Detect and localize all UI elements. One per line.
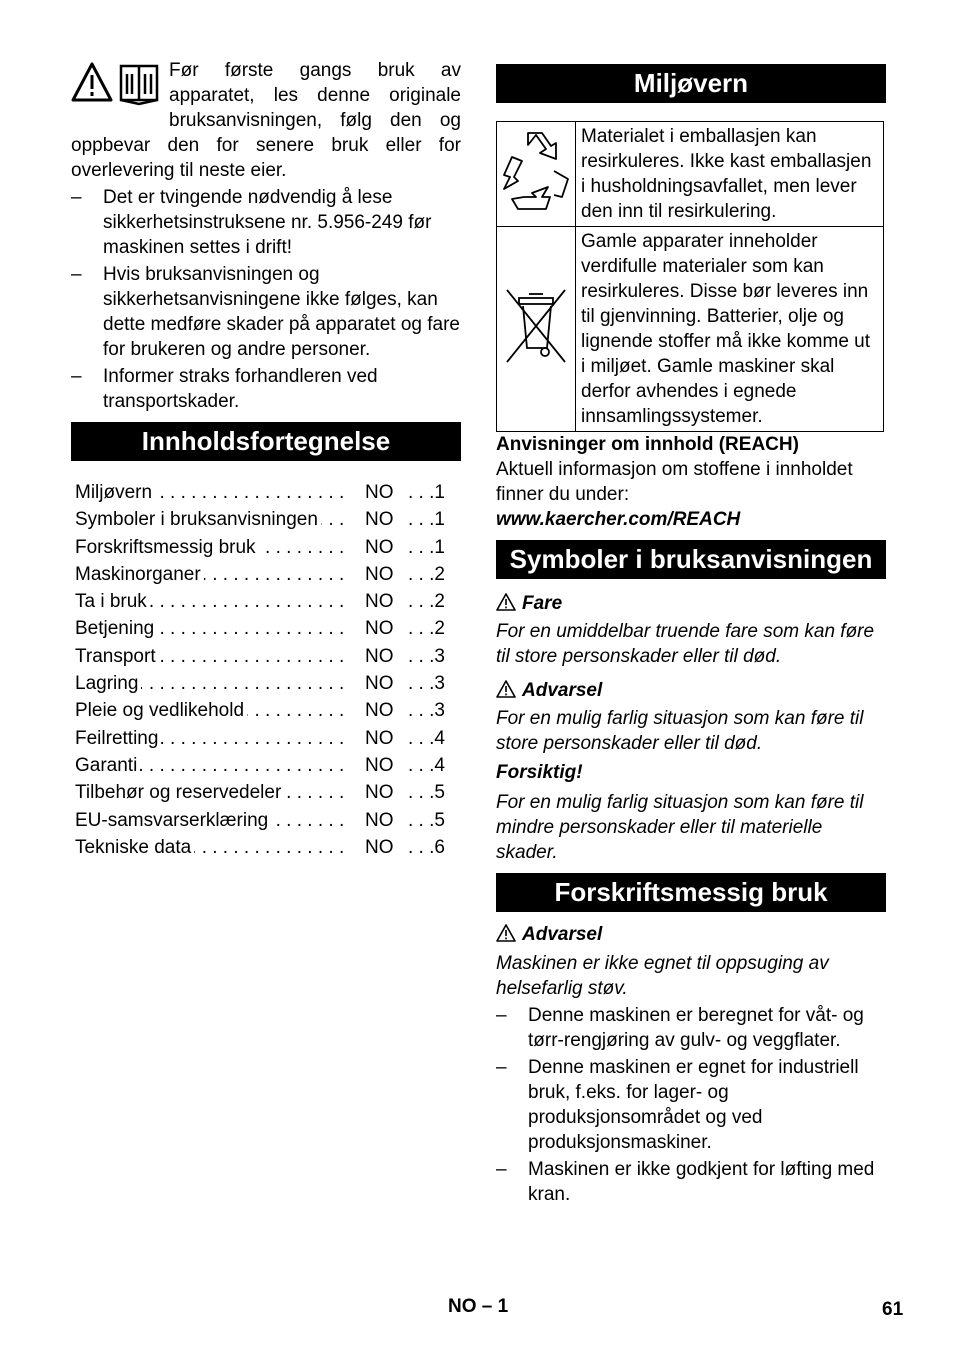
toc-entry-title: Feilretting . . . — [75, 725, 343, 752]
toc-entry — [71, 615, 461, 642]
toc-entry — [71, 479, 461, 506]
toc-heading: Innholdsfortegnelse — [71, 422, 461, 461]
toc-entry-page: . . .1 — [408, 509, 445, 531]
reach-title: Anvisninger om innhold (REACH) — [496, 434, 799, 455]
toc-entry — [71, 561, 461, 588]
toc-entry-title: Forskriftsmessig bruk . . . — [75, 534, 343, 561]
toc-entry — [71, 725, 461, 752]
usage-warning-heading: Advarsel — [496, 922, 886, 947]
forsiktig-heading: Forsiktig! — [496, 762, 583, 783]
advarsel-text: For en mulig farlig situasjon som kan føre til store personskader eller til død. — [496, 708, 864, 754]
page-footer-label: NO – 1 — [448, 1296, 509, 1317]
toc-entry-lang: NO — [365, 536, 394, 558]
table-row — [497, 227, 884, 432]
toc-entry — [71, 670, 461, 697]
toc-entry-title: Symboler i bruksanvisningen . . . — [75, 506, 343, 533]
page-number: 61 — [882, 1299, 904, 1320]
toc-entry-title: EU-samsvarserklæring . . . — [75, 807, 343, 834]
env-text-bin: Gamle apparater inneholder verdifulle materialer som kan resirkuleres. Disse bør leveres inn til gjenvinning. Batterier, olje og lignende stoffer må ikke komme ut i miljøet. Gamle maskiner skal derfor avhendes i egnede innsamlingssystemer. — [576, 227, 884, 432]
usage-bullet: – Denne maskinen er egnet for industriell bruk, f.eks. for lager- og produksjonsområdet og ved produksjonsmaskiner. — [496, 1057, 859, 1153]
toc-entry-page: . . .2 — [408, 618, 445, 640]
warning-triangle-icon — [73, 64, 111, 100]
toc-entry-lang: NO — [365, 509, 394, 531]
forsiktig-text: For en mulig farlig situasjon som kan føre til mindre personskader eller til materielle skader. — [496, 792, 864, 863]
usage-bullet: – Maskinen er ikke godkjent for løfting med kran. — [496, 1159, 875, 1205]
usage-heading: Forskriftsmessig bruk — [496, 873, 886, 912]
intro-text: Før første gangs bruk av apparatet, les denne originale bruksanvisningen, følg den og oppbevar den for senere bruk eller for overlevering til neste eier. — [71, 60, 461, 181]
toc-entry-title: Maskinorganer . . . — [75, 561, 343, 588]
toc-entry-title: Tilbehør og reservedeler . . . — [75, 779, 343, 806]
toc-entry-title: Pleie og vedlikehold . . . — [75, 697, 343, 724]
toc-entry-lang: NO — [365, 782, 394, 804]
intro-bullet: – Hvis bruksanvisningen og sikkerhetsanvisningene ikke følges, kan dette medføre skader på apparatet og fare for brukeren og andre personer. — [71, 264, 460, 360]
warning-icon — [496, 593, 516, 611]
toc-entry-title: Transport . . . — [75, 643, 343, 670]
toc-entry-lang: NO — [365, 727, 394, 749]
toc-entry — [71, 588, 461, 615]
toc-entry-page: . . .1 — [408, 536, 445, 558]
intro-icons — [71, 60, 161, 110]
toc-entry-lang: NO — [365, 563, 394, 585]
toc-entry-page: . . .2 — [408, 563, 445, 585]
toc-entry-title: Tekniske data . . . — [75, 834, 343, 861]
toc-entry-lang: NO — [365, 482, 394, 503]
toc-entry — [71, 506, 461, 533]
recycle-icon — [498, 131, 574, 211]
toc-entry-page: . . .1 — [408, 482, 445, 503]
toc-entry-page: . . .6 — [408, 836, 445, 858]
env-heading: Miljøvern — [496, 64, 886, 103]
table-row — [497, 122, 884, 227]
toc-entry-title: Lagring . . . — [75, 670, 343, 697]
intro-bullet: – Det er tvingende nødvendig å lese sikkerhetsinstruksene nr. 5.956-249 før maskinen settes i drift! — [71, 187, 432, 258]
toc-entry-page: . . .4 — [408, 754, 445, 776]
toc-entry-title: Garanti . . . — [75, 752, 343, 779]
toc-entry-lang: NO — [365, 809, 394, 831]
left-column — [71, 58, 461, 861]
reach-url: www.kaercher.com/REACH — [496, 509, 741, 530]
env-table — [496, 121, 884, 432]
toc-entry-title: Ta i bruk . . . — [75, 588, 343, 615]
advarsel-heading: Advarsel — [496, 678, 886, 703]
toc-entry-lang: NO — [365, 673, 394, 695]
toc-entry-page: . . .3 — [408, 673, 445, 695]
toc-entry-lang: NO — [365, 836, 394, 858]
toc-entry — [71, 697, 461, 724]
env-text-recycle: Materialet i emballasjen kan resirkuleres. Ikke kast emballasjen i husholdningsavfallet, men lever den inn til resirkulering. — [576, 122, 884, 227]
toc-entry-lang: NO — [365, 591, 394, 613]
toc-entry-page: . . .5 — [408, 782, 445, 804]
toc-entry-page: . . .5 — [408, 809, 445, 831]
toc-entry-page: . . .3 — [408, 700, 445, 722]
fare-heading: Fare — [496, 591, 886, 616]
toc-list — [71, 479, 461, 861]
toc-entry — [71, 643, 461, 670]
usage-bullet: – Denne maskinen er beregnet for våt- og tørr-rengjøring av gulv- og veggflater. — [496, 1005, 864, 1051]
toc-entry — [71, 807, 461, 834]
toc-entry-page: . . .3 — [408, 645, 445, 667]
right-column — [496, 64, 886, 1207]
fare-text: For en umiddelbar truende fare som kan føre til store personskader eller til død. — [496, 621, 875, 667]
toc-entry-lang: NO — [365, 645, 394, 667]
toc-entry-title: Miljøvern . . . — [75, 479, 343, 506]
toc-entry — [71, 834, 461, 861]
toc-entry-lang: NO — [365, 754, 394, 776]
toc-entry-page: . . .2 — [408, 591, 445, 613]
crossed-bin-icon — [501, 286, 571, 366]
warning-icon — [496, 680, 516, 698]
toc-entry-lang: NO — [365, 618, 394, 640]
toc-entry — [71, 779, 461, 806]
manual-book-icon — [121, 66, 157, 104]
reach-text: Aktuell informasjon om stoffene i innholdet finner du under: — [496, 459, 853, 505]
usage-warning-text: Maskinen er ikke egnet til oppsuging av helsefarlig støv. — [496, 953, 829, 999]
warning-icon — [496, 924, 516, 942]
intro-bullet: – Informer straks forhandleren ved transportskader. — [71, 366, 378, 412]
intro-block — [71, 58, 461, 183]
symbols-heading: Symboler i bruksanvisningen — [496, 540, 886, 579]
toc-entry-lang: NO — [365, 700, 394, 722]
toc-entry — [71, 752, 461, 779]
toc-entry — [71, 534, 461, 561]
toc-entry-page: . . .4 — [408, 727, 445, 749]
toc-entry-title: Betjening . . . — [75, 615, 343, 642]
